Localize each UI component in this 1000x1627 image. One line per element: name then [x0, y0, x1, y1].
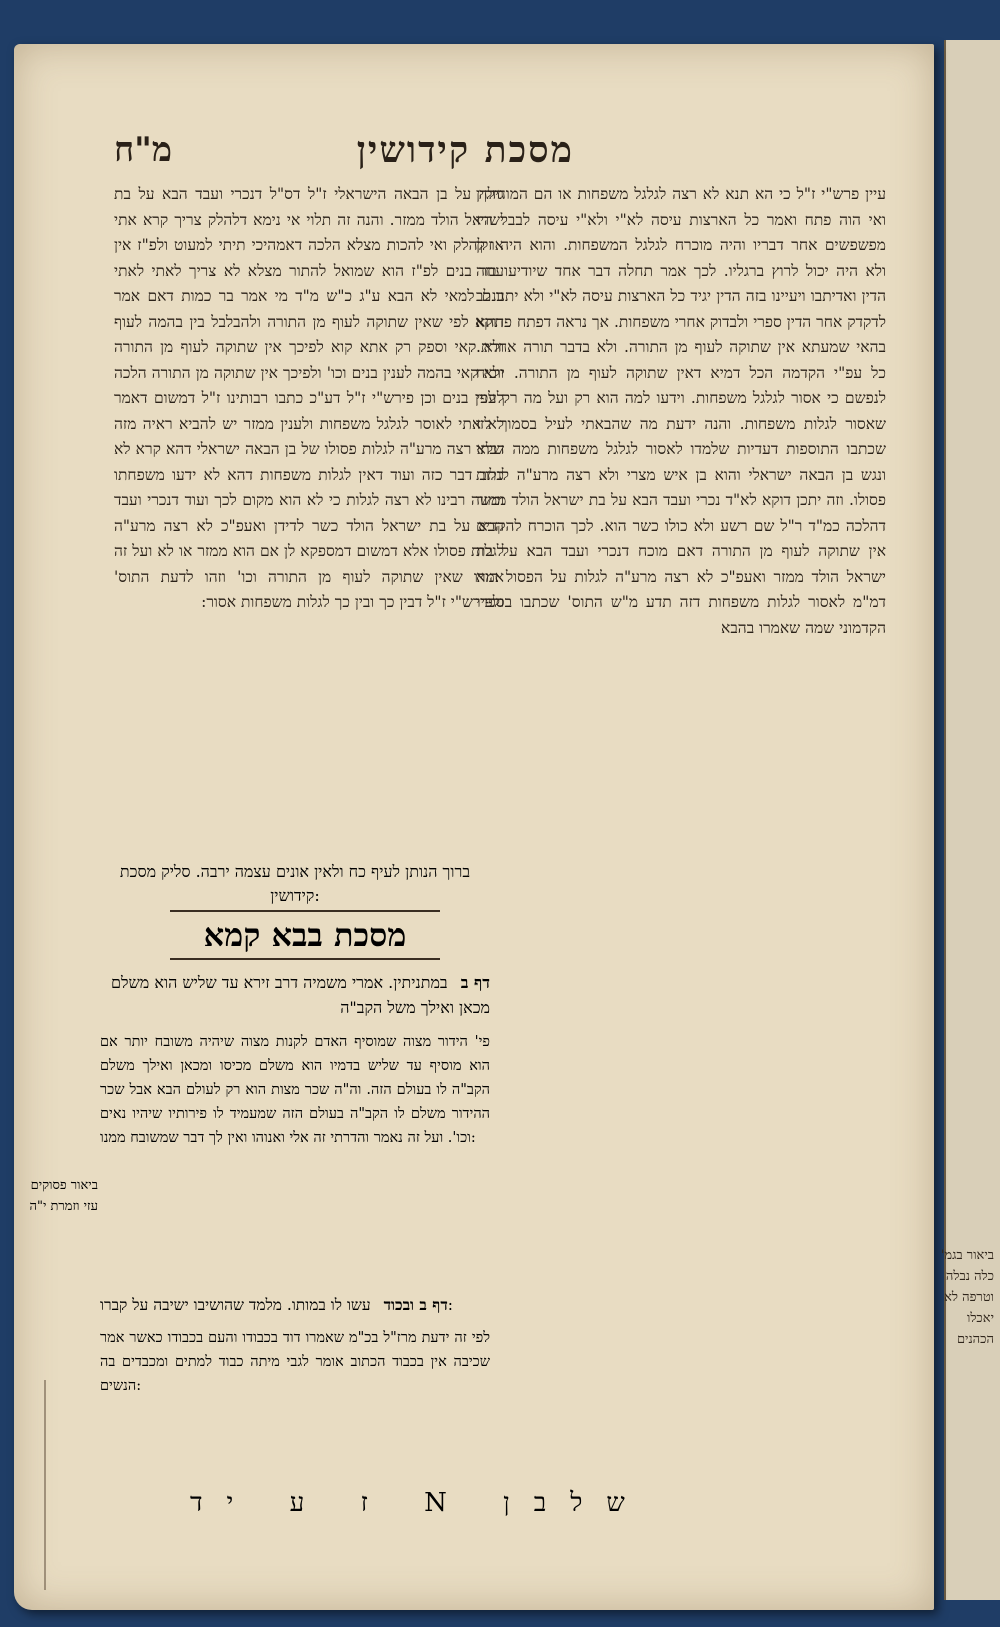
margin-gloss-right: ביאור בגמ' כלה נבלה וטרפה לא יאכלו הכהנים: [940, 1248, 994, 1347]
mishnah-line: [100, 970, 490, 1020]
tractate-title: מסכת קידושין: [356, 129, 574, 171]
running-head: [114, 124, 894, 176]
folio-number: מ"ח: [114, 130, 172, 170]
left-column-body: גילה על בן הבאה הישראלי ז"ל דס"ל דנכרי ועבד הבא על בת ישראל הולד ממזר. והנה זה תלוי אי נימא דלהלק צריך קרא אתי או להלק ואי להכות מצלא הלכה דאמהיכי תיתי למעוט ולפ"ז אין עוזר בנים לפ"ז הוא שמואל להתור מצלא לא צריך לאתי לאתי בנם למאי לא הבא ע"ג כ"ש מ"ד מי אמר בר כמות דאם אמר דוקא לפי שאין שתוקה לעוף מן התורה ולהבלבל בין בהמה לעוף ולא קאי וספק רק אתא קוא לפיכך אין שתוקה לעוף מן התורה ולא קאי בהמה לענין בנים וכו' ולפיכך אין שתוקה מן התורה הלכה לענין בנים וכן פירש"י ז"ל דע"כ כתבו רבותינו ז"ל דמשום דאמר לא אתי לאוסר לגלגל משפחות ולענין ממזר יש להביא ראיה מזה שלא רצה מרע"ה לגלות פסולו של בן הבאה ישראלי דהא קרא לא כתב דבר כזה ועוד דאין לגלות משפחות דהא לא ידעו משפחתו ומשה רבינו לא רצה לגלות כי לא הוא מקום לכך ועוד דנכרי ועבד הבא על בת ישראל הולד כשר לדידן ואעפ"כ לא רצה מרע"ה לגלות פסולו אלא דמשום דמספקא לן אם הוא ממזר או לא ועל זה אמרו שאין שתוקה לעוף מן התורה וכו' וזהו לדעת התוס' ולפירש"י ז"ל דבין כך ובין כך לגלות משפחות אסור:: [114, 185, 504, 611]
mishnah-line-2: [100, 1293, 490, 1317]
mishnah-text-2: עשו לו במותו. מלמד שהושיבו ישיבה על קברו:: [100, 1296, 454, 1314]
page-crease: [44, 1380, 46, 1590]
printer-signature: שלבן N ז ע יד: [190, 1488, 649, 1518]
adjacent-page-edge: [944, 40, 1000, 1600]
tractate-colophon: ברוך הנותן לעיף כח ולאין אונים עצמה ירבה. סליק מסכת קידושין:: [119, 862, 471, 905]
mishnah-label: דף ב: [460, 973, 490, 992]
commentary-block: פי' הידור מצוה שמוסיף האדם לקנות מצוה שיהיה משובח יותר אם הוא מוסיף עד שליש בדמיו הוא משלם מכיסו ומכאן ואילך משלם הקב"ה לו בעולם הזה. וה"ה שכר מצות הוא רק לעולם הבא אבל שכר ההידור משלם לו הקב"ה בעולם הזה שמעמיד לו פירותיו שיהיו נאים וכו'. ועל זה נאמר והדרתי זה אלי ואנוהו ואין לך דבר שמשובח ממנו:: [100, 1034, 490, 1146]
new-tractate-title: מסכת בבא קמא: [170, 910, 440, 960]
mishnah-text: במתניתין. אמרי משמיה דרב זירא עד שליש הוא משלם מכאן ואילך משל הקב"ה: [111, 973, 490, 1017]
mishnah-label-2: דף ב ובכוד: [383, 1295, 448, 1314]
right-column-text: עיין פרש"י ז"ל כי הא תנא לא רצה לגלגל משפחות או הם המוחזקין ואי הוה פתח ואמר כל הארצות עיסה לא"י ולא"י עיסה לבבל היו מפשפשים אחר דבריו והיה מוכרח לגלגל המשפחות. והוא היה זקן ולא היה יכול לרוץ ברגליו. לכך אמר תחלה דבר אחד שיודיעו בזה הדין ואדיתבו ויעיינו בזה הדין יגיד כל הארצות עיסה לא"י ולא יתנו לב לדקדק אחר הדין ספרי ולבדוק אחרי משפחות. אך נראה דפתח פתחא בהאי שמעתא אין שתוקה לעוף מן התורה. ולא בדבר תורה אחרת. כל עפ"י הקדמה הכל דמיא דאין שתוקה לעוף מן התורה. יוכיח לנפשם כי אסור לגלגל משפחות. וידעו למה הוא רק ועל מה רק לפי שאסור לגלות משפחות. והנה ידעת מה שהבאתי לעיל בסמוך לזו שכתבו התוספות דעדיות שלמדו לאסור לגלגל משפחות ממה דכתי ונגש בן הבאה ישראלי והוא בן איש מצרי ולא רצה מרע"ה לגלות פסולו. וזה יתכן דוקא לא"ד נכרי ועבד הבא על בת ישראל הולד ממזר דהלכה כמ"ד ר"ל שם רשע ולא כולו כשר הוא. לכך הוכרח להקדים אין שתוקה לעוף מן התורה דאם מוכח דנכרי ועבד הבא על בת ישראל הולד ממזר ואעפ"כ לא רצה מרע"ה לגלות על הפסול הוא דמ"מ לאסור לגלות משפחות דזה תדע מ"ש התוס' שכתבו בספרי הקדמוני שמה שאמרו בהבא: [476, 185, 886, 637]
margin-gloss-left: ביאור פסוקים עזי וזמרת י"ה: [29, 1178, 98, 1214]
commentary-block-2: לפי זה ידעת מרז"ל בכ"מ שאמרו דוד בכבודו והעם בכבודו כאשר אמר שכיבה אין בכבוד הכתוב אומר לגבי מיתה כבוד למתים ומכבדים בה הנשים:: [100, 1330, 490, 1394]
